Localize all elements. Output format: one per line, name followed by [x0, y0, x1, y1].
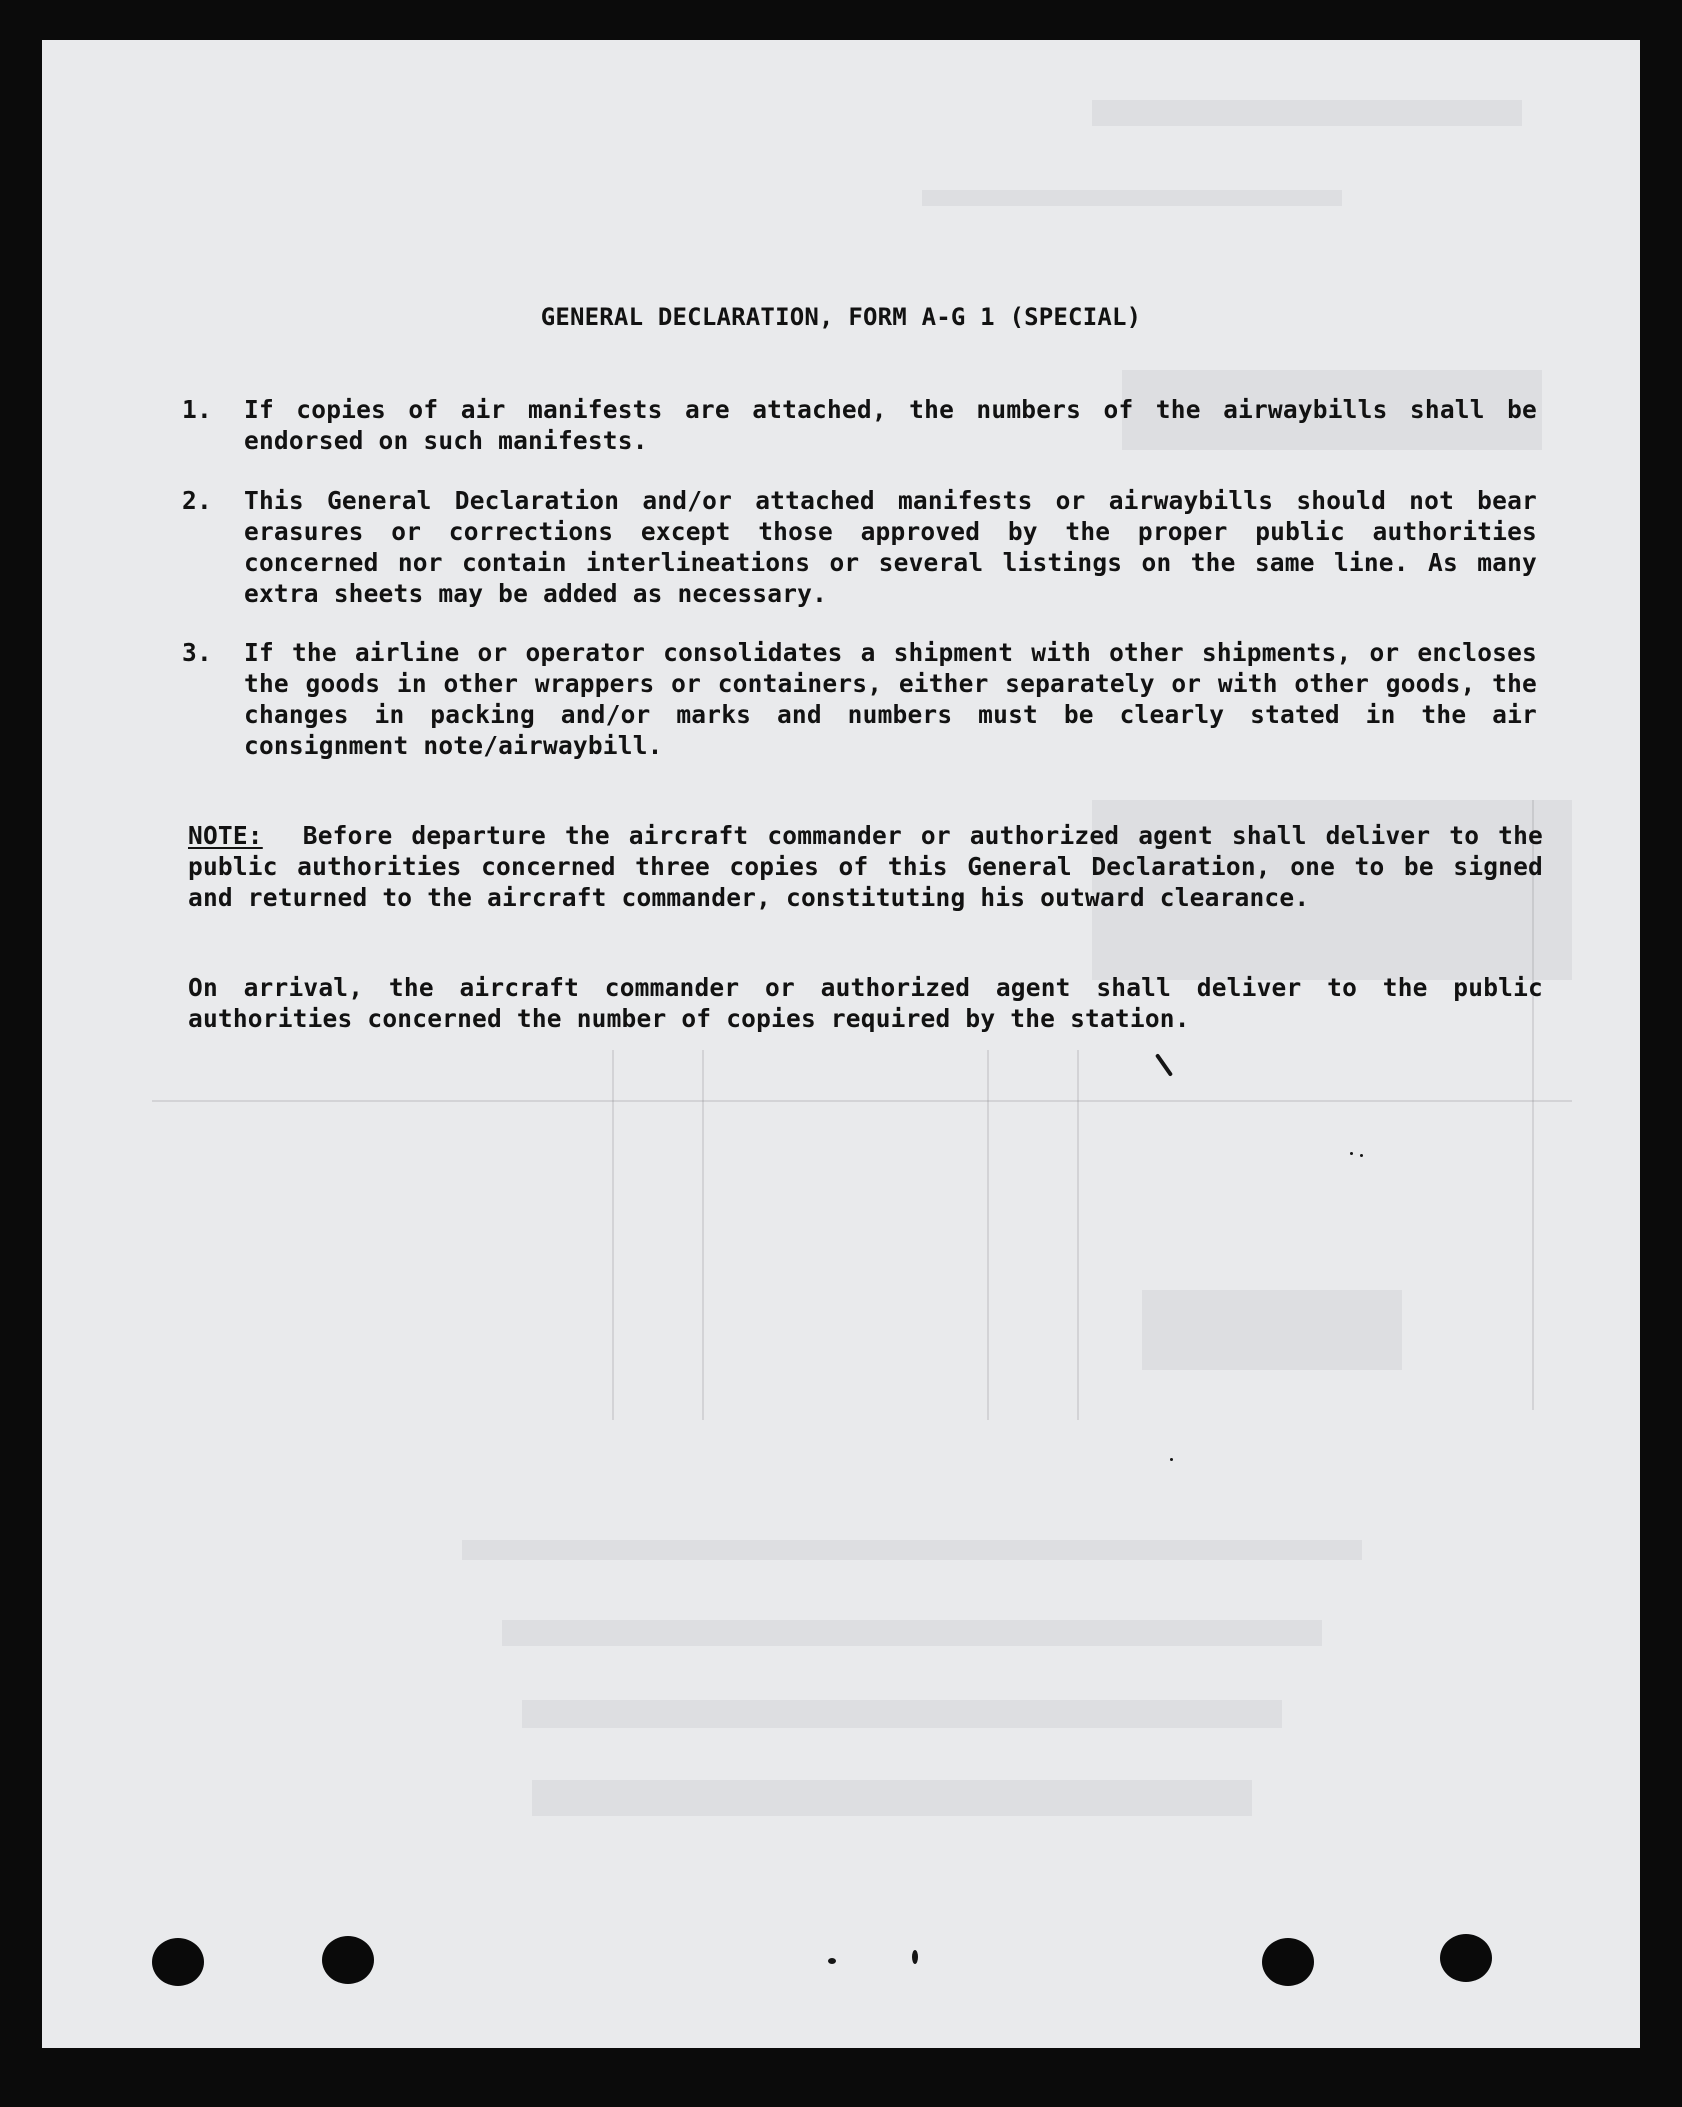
- ink-dot: [1350, 1152, 1353, 1155]
- item-text: If the airline or operator consolidates a shipment with other shipments, or encloses the goods in other wrappers or containers, either separately or with other goods, the changes in packing and/or marks and numbers must be clearly stated in the air consignment note/airwaybill.: [244, 638, 1537, 760]
- show-through-header: [1092, 100, 1522, 126]
- list-item-2: [182, 485, 1537, 609]
- punch-hole: [1440, 1934, 1492, 1982]
- show-through-rule: [152, 1100, 1572, 1102]
- show-through-col-3: [987, 1050, 989, 1420]
- ink-mark: [1155, 1053, 1173, 1077]
- show-through-lower-4: [532, 1780, 1252, 1816]
- ink-dot: [1170, 1458, 1173, 1461]
- item-number: 2.: [182, 486, 212, 515]
- note-label: NOTE:: [188, 821, 263, 850]
- item-number: 3.: [182, 638, 212, 667]
- ink-dot: [912, 1950, 918, 1964]
- document-page: [42, 40, 1640, 2048]
- show-through-lower-1: [462, 1540, 1362, 1560]
- ink-dot: [828, 1958, 836, 1964]
- list-item-1: [182, 394, 1537, 456]
- show-through-col-1: [612, 1050, 614, 1420]
- show-through-stamp: [1142, 1290, 1402, 1370]
- list-item-3: [182, 637, 1537, 761]
- page-title: GENERAL DECLARATION, FORM A-G 1 (SPECIAL): [540, 303, 1142, 331]
- show-through-col-2: [702, 1050, 704, 1420]
- ink-dot: [1360, 1154, 1363, 1157]
- show-through-lower-2: [502, 1620, 1322, 1646]
- arrival-paragraph: On arrival, the aircraft commander or authorized agent shall deliver to the public authorities concerned the number of copies required by the station.: [188, 973, 1543, 1033]
- punch-hole: [1262, 1938, 1314, 1986]
- note-paragraph: [188, 820, 1543, 913]
- punch-hole: [322, 1936, 374, 1984]
- show-through-lower-3: [522, 1700, 1282, 1728]
- note-text: Before departure the aircraft commander or authorized agent shall deliver to the public authorities concerned three copies of this General Declaration, one to be signed and returned to the aircraft commander, constituting his outward clearance.: [188, 821, 1543, 912]
- punch-hole: [152, 1938, 204, 1986]
- item-number: 1.: [182, 395, 212, 424]
- item-text: This General Declaration and/or attached manifests or airwaybills should not bear erasures or corrections except those approved by the proper public authorities concerned nor contain interlineations or several listings on the same line. As many extra sheets may be added as necessary.: [244, 486, 1537, 608]
- show-through-line: [922, 190, 1342, 206]
- show-through-col-4: [1077, 1050, 1079, 1420]
- item-text: If copies of air manifests are attached, the numbers of the airwaybills shall be endorsed on such manifests.: [244, 395, 1537, 455]
